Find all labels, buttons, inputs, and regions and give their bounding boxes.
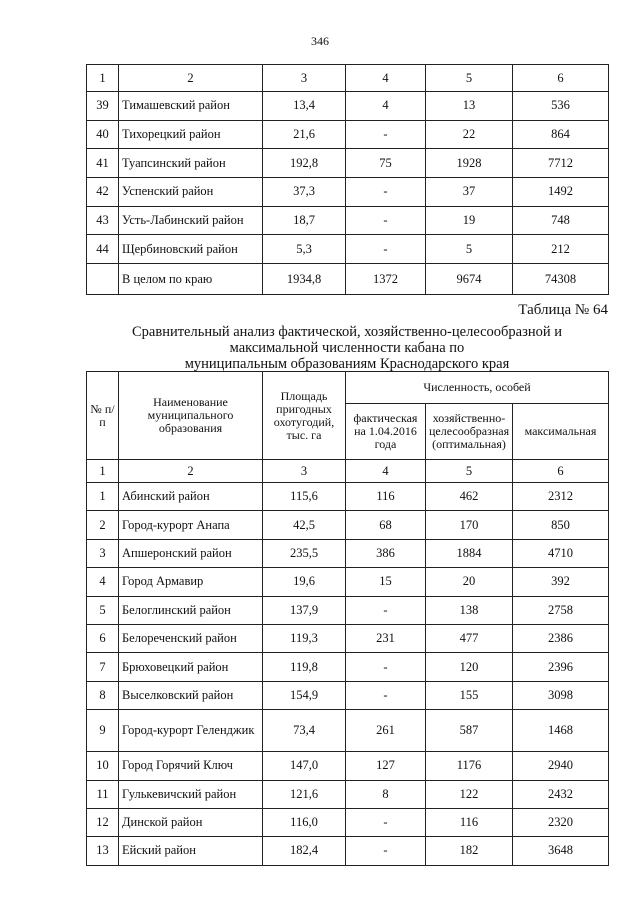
district-name: В целом по краю: [119, 264, 263, 295]
column-number-row: [87, 460, 609, 483]
area: 13,4: [263, 92, 346, 121]
page-number: 346: [311, 34, 329, 48]
district-name: Туапсинский район: [119, 149, 263, 178]
row-number: 7: [87, 653, 119, 681]
district-name: Гулькевичский район: [119, 780, 263, 808]
header-opt: хозяйственно-целесообразная (оптимальная): [426, 404, 513, 460]
table-row: [87, 120, 609, 149]
table-row: [87, 235, 609, 264]
max-count: 1468: [513, 710, 609, 752]
area: 37,3: [263, 178, 346, 207]
column-number: 2: [119, 65, 263, 92]
district-name: Усть-Лабинский район: [119, 206, 263, 235]
table-number: Таблица № 64: [518, 302, 608, 318]
max-count: 212: [513, 235, 609, 264]
boar-table: [86, 371, 609, 866]
table-row: [87, 178, 609, 207]
header-area: Площадь пригодных охотугодий, тыс. га: [263, 372, 346, 460]
optimal-count: 120: [426, 653, 513, 681]
optimal-count: 22: [426, 120, 513, 149]
district-name: Щербиновский район: [119, 235, 263, 264]
row-number: 11: [87, 780, 119, 808]
header-fact: фактическая на 1.04.2016 года: [346, 404, 426, 460]
optimal-count: 1928: [426, 149, 513, 178]
row-number: 9: [87, 710, 119, 752]
area: 21,6: [263, 120, 346, 149]
table-row: [87, 752, 609, 780]
row-number: 1: [87, 483, 119, 511]
max-count: 748: [513, 206, 609, 235]
max-count: 392: [513, 568, 609, 596]
boar-table-body: [87, 460, 609, 866]
max-count: 2386: [513, 624, 609, 652]
actual-count: -: [346, 206, 426, 235]
area: 121,6: [263, 780, 346, 808]
actual-count: 127: [346, 752, 426, 780]
optimal-count: 20: [426, 568, 513, 596]
column-number: 3: [263, 460, 346, 483]
column-number: 4: [346, 460, 426, 483]
actual-count: 261: [346, 710, 426, 752]
actual-count: -: [346, 596, 426, 624]
district-name: Город Армавир: [119, 568, 263, 596]
column-number: 3: [263, 65, 346, 92]
area: 115,6: [263, 483, 346, 511]
area: 5,3: [263, 235, 346, 264]
header-name: Наименование муниципального образования: [119, 372, 263, 460]
max-count: 2320: [513, 808, 609, 836]
area: 154,9: [263, 681, 346, 709]
area: 19,6: [263, 568, 346, 596]
row-number: 40: [87, 120, 119, 149]
district-name: Белореченский район: [119, 624, 263, 652]
row-number: 42: [87, 178, 119, 207]
actual-count: 15: [346, 568, 426, 596]
column-number-row: [87, 65, 609, 92]
row-number: 4: [87, 568, 119, 596]
district-name: Абинский район: [119, 483, 263, 511]
area: 116,0: [263, 808, 346, 836]
optimal-count: 1884: [426, 539, 513, 567]
row-number: 41: [87, 149, 119, 178]
max-count: 2940: [513, 752, 609, 780]
row-number: 43: [87, 206, 119, 235]
optimal-count: 19: [426, 206, 513, 235]
district-name: Выселковский район: [119, 681, 263, 709]
table-row: [87, 596, 609, 624]
actual-count: -: [346, 178, 426, 207]
optimal-count: 182: [426, 837, 513, 865]
area: 147,0: [263, 752, 346, 780]
optimal-count: 1176: [426, 752, 513, 780]
title-line: муниципальным образованиям Краснодарского края: [184, 356, 510, 372]
table-row: [87, 681, 609, 709]
row-number: 13: [87, 837, 119, 865]
column-number: 1: [87, 460, 119, 483]
row-number: 5: [87, 596, 119, 624]
table-row: [87, 264, 609, 295]
row-number: 6: [87, 624, 119, 652]
title-line: Сравнительный анализ фактической, хозяйственно-целесообразной и: [132, 324, 562, 340]
area: 119,8: [263, 653, 346, 681]
optimal-count: 477: [426, 624, 513, 652]
district-name: Успенский район: [119, 178, 263, 207]
table-row: [87, 483, 609, 511]
district-name: Город Горячий Ключ: [119, 752, 263, 780]
header-max: максимальная: [513, 404, 609, 460]
area: 42,5: [263, 511, 346, 539]
area: 1934,8: [263, 264, 346, 295]
area: 18,7: [263, 206, 346, 235]
actual-count: -: [346, 837, 426, 865]
area: 73,4: [263, 710, 346, 752]
actual-count: 68: [346, 511, 426, 539]
optimal-count: 13: [426, 92, 513, 121]
district-name: Тихорецкий район: [119, 120, 263, 149]
row-number: 8: [87, 681, 119, 709]
column-number: 2: [119, 460, 263, 483]
district-name: Белоглинский район: [119, 596, 263, 624]
max-count: 2396: [513, 653, 609, 681]
max-count: 2432: [513, 780, 609, 808]
max-count: 2312: [513, 483, 609, 511]
optimal-count: 5: [426, 235, 513, 264]
table-continued: [86, 64, 609, 295]
optimal-count: 116: [426, 808, 513, 836]
area: 235,5: [263, 539, 346, 567]
row-number: 44: [87, 235, 119, 264]
table-continued-body: [87, 65, 609, 295]
max-count: 74308: [513, 264, 609, 295]
district-name: Город-курорт Анапа: [119, 511, 263, 539]
actual-count: 75: [346, 149, 426, 178]
row-number: 12: [87, 808, 119, 836]
actual-count: -: [346, 235, 426, 264]
max-count: 1492: [513, 178, 609, 207]
district-name: Динской район: [119, 808, 263, 836]
table-row: [87, 710, 609, 752]
title-line: максимальной численности кабана по: [229, 340, 465, 356]
actual-count: 8: [346, 780, 426, 808]
district-name: Апшеронский район: [119, 539, 263, 567]
header-num: № п/п: [87, 372, 119, 460]
district-name: Брюховецкий район: [119, 653, 263, 681]
actual-count: 386: [346, 539, 426, 567]
optimal-count: 122: [426, 780, 513, 808]
optimal-count: 9674: [426, 264, 513, 295]
actual-count: 231: [346, 624, 426, 652]
area: 137,9: [263, 596, 346, 624]
actual-count: -: [346, 681, 426, 709]
table-title: [86, 324, 608, 372]
actual-count: -: [346, 808, 426, 836]
column-number: 4: [346, 65, 426, 92]
actual-count: 4: [346, 92, 426, 121]
district-name: Город-курорт Геленджик: [119, 710, 263, 752]
table-row: [87, 808, 609, 836]
row-number: 10: [87, 752, 119, 780]
column-number: 1: [87, 65, 119, 92]
row-number: 39: [87, 92, 119, 121]
table-row: [87, 511, 609, 539]
area: 182,4: [263, 837, 346, 865]
max-count: 850: [513, 511, 609, 539]
area: 119,3: [263, 624, 346, 652]
actual-count: -: [346, 120, 426, 149]
optimal-count: 587: [426, 710, 513, 752]
table-row: [87, 539, 609, 567]
table-row: [87, 149, 609, 178]
row-number: [87, 264, 119, 295]
max-count: 864: [513, 120, 609, 149]
table-row: [87, 653, 609, 681]
table-row: [87, 568, 609, 596]
district-name: Ейский район: [119, 837, 263, 865]
optimal-count: 462: [426, 483, 513, 511]
optimal-count: 37: [426, 178, 513, 207]
optimal-count: 138: [426, 596, 513, 624]
table-row: [87, 624, 609, 652]
district-name: Тимашевский район: [119, 92, 263, 121]
column-number: 6: [513, 460, 609, 483]
max-count: 7712: [513, 149, 609, 178]
max-count: 3648: [513, 837, 609, 865]
row-number: 3: [87, 539, 119, 567]
max-count: 4710: [513, 539, 609, 567]
actual-count: 1372: [346, 264, 426, 295]
area: 192,8: [263, 149, 346, 178]
optimal-count: 170: [426, 511, 513, 539]
table-row: [87, 92, 609, 121]
column-number: 5: [426, 460, 513, 483]
max-count: 536: [513, 92, 609, 121]
actual-count: 116: [346, 483, 426, 511]
optimal-count: 155: [426, 681, 513, 709]
table-row: [87, 206, 609, 235]
table-row: [87, 837, 609, 865]
actual-count: -: [346, 653, 426, 681]
header-count-group: Численность, особей: [346, 372, 609, 404]
max-count: 3098: [513, 681, 609, 709]
table-row: [87, 780, 609, 808]
column-number: 5: [426, 65, 513, 92]
column-number: 6: [513, 65, 609, 92]
row-number: 2: [87, 511, 119, 539]
max-count: 2758: [513, 596, 609, 624]
